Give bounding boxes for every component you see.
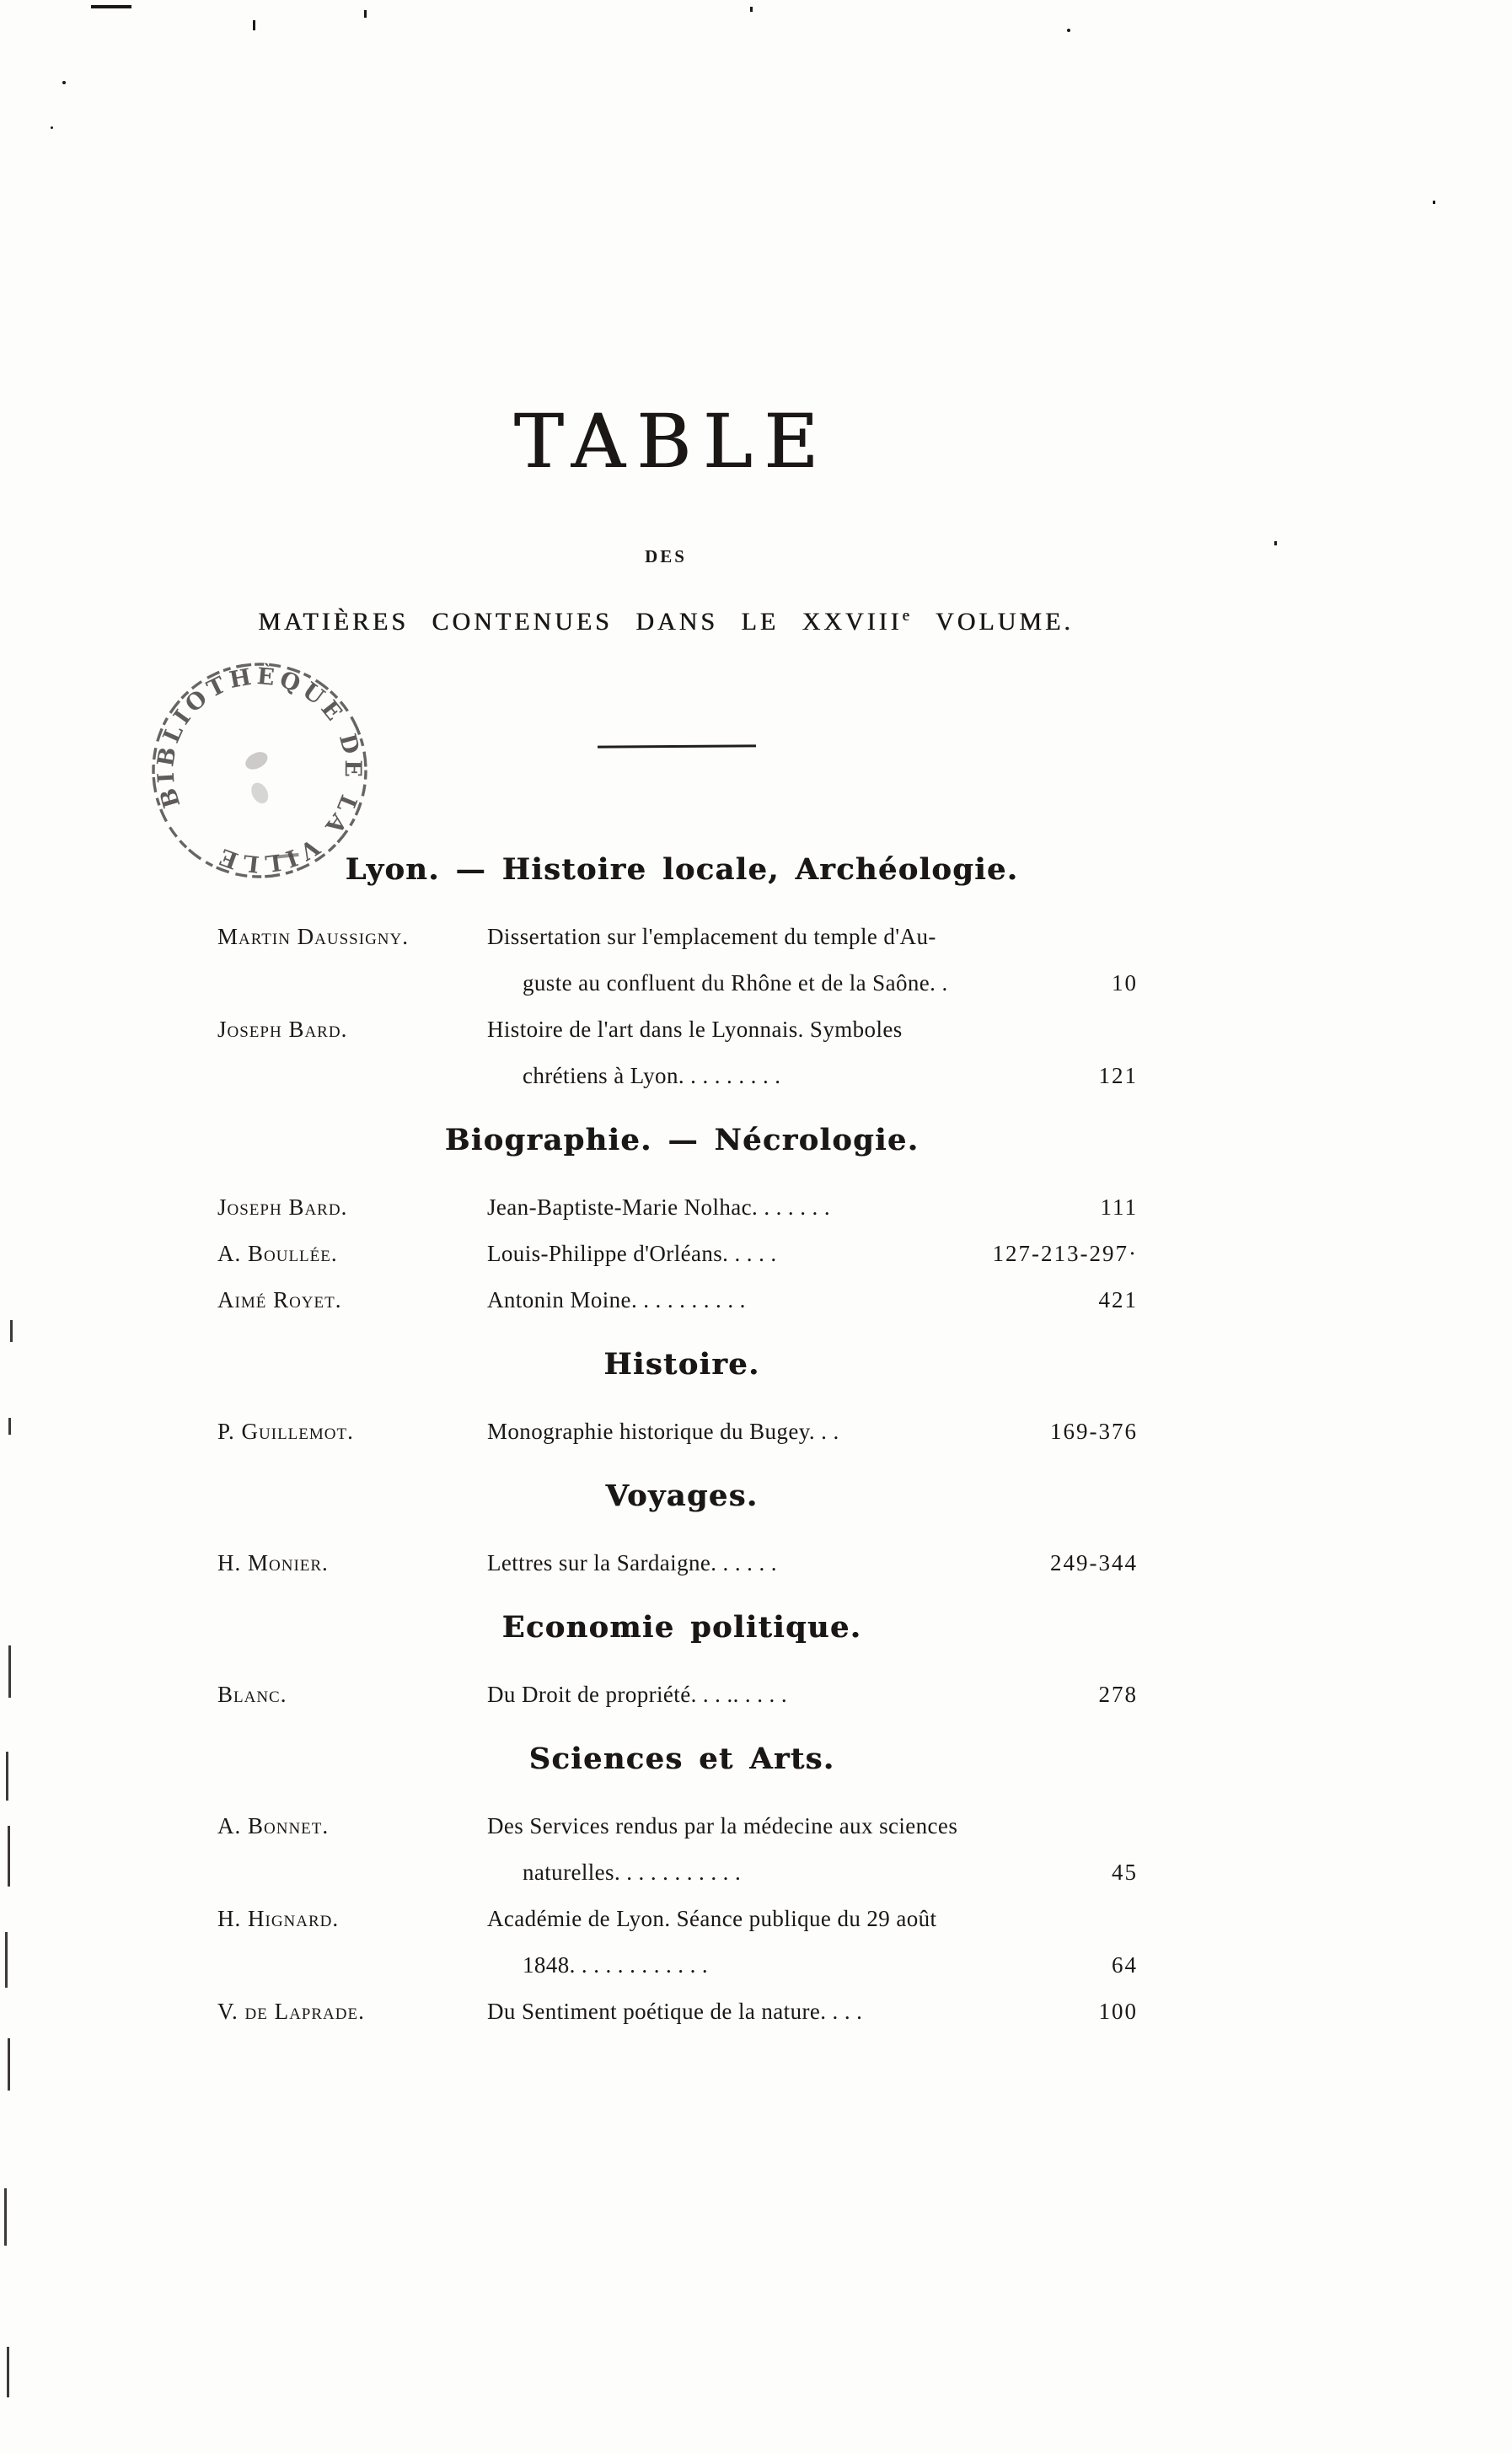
section-entries bbox=[217, 914, 1146, 1099]
entry-title-lines bbox=[487, 1006, 1146, 1099]
entry-line-1 bbox=[487, 1803, 1146, 1849]
scan-margin-mark bbox=[8, 1826, 10, 1887]
entry-title-text: Du Sentiment poétique de la nature. . . . bbox=[487, 1999, 863, 2024]
entry-page-number: 249-344 bbox=[1050, 1550, 1138, 1575]
entry-title-lines bbox=[487, 1277, 1146, 1323]
entry-title-text: 1848. . . . . . . . . . . . bbox=[523, 1952, 709, 1978]
toc-entry bbox=[217, 1896, 1146, 1989]
entry-line-2 bbox=[487, 960, 1146, 1006]
entry-title-lines bbox=[487, 1989, 1146, 2035]
toc-entry bbox=[217, 914, 1146, 1006]
entry-page-number: 278 bbox=[1098, 1682, 1138, 1707]
volume-subtitle-tail: VOLUME. bbox=[912, 608, 1074, 636]
scan-margin-mark bbox=[7, 2347, 9, 2397]
entry-title-text: Des Services rendus par la médecine aux sciences bbox=[487, 1813, 958, 1838]
section-heading: Voyages. bbox=[605, 1479, 759, 1513]
scan-speck bbox=[62, 81, 66, 84]
toc-entry bbox=[217, 1409, 1146, 1455]
stamp-text: BIBLIOTHÈQUE DE LA VILLE bbox=[153, 663, 366, 878]
section-entries bbox=[217, 1184, 1146, 1323]
entry-line-1 bbox=[487, 1409, 1146, 1455]
section-heading: Sciences et Arts. bbox=[528, 1742, 835, 1776]
entry-title-text: Jean-Baptiste-Marie Nolhac. . . . . . . bbox=[487, 1194, 830, 1220]
scan-speck bbox=[1067, 29, 1070, 32]
toc-entry bbox=[217, 1803, 1146, 1896]
entry-page-number: 121 bbox=[1098, 1063, 1138, 1088]
toc-section bbox=[217, 1346, 1146, 1455]
section-entries bbox=[217, 1672, 1146, 1718]
entry-line-2 bbox=[487, 1942, 1146, 1989]
volume-subtitle bbox=[0, 607, 1332, 636]
scan-speck bbox=[1433, 201, 1435, 204]
section-heading: Lyon. — Histoire locale, Archéologie. bbox=[345, 852, 1019, 887]
entry-line-2 bbox=[487, 1849, 1146, 1896]
page-title: TABLE bbox=[513, 398, 830, 485]
entry-line-1 bbox=[487, 1896, 1146, 1942]
entry-title-lines bbox=[487, 914, 1146, 1006]
toc-section bbox=[217, 1478, 1146, 1586]
toc-entry bbox=[217, 1989, 1146, 2035]
scan-margin-mark bbox=[8, 1418, 11, 1435]
entry-title-text: Du Droit de propriété. . . .. . . . . bbox=[487, 1682, 787, 1707]
entry-page-number bbox=[1126, 1896, 1146, 1942]
scan-speck bbox=[253, 20, 255, 30]
entry-page-number: 127-213-297· bbox=[992, 1241, 1138, 1266]
entry-title-text: Académie de Lyon. Séance publique du 29 août bbox=[487, 1906, 937, 1931]
toc-entry bbox=[217, 1231, 1146, 1277]
entry-title-text: Lettres sur la Sardaigne. . . . . . bbox=[487, 1550, 777, 1575]
entry-author: Martin Daussigny. bbox=[217, 924, 409, 949]
entry-line-1 bbox=[487, 1277, 1146, 1323]
toc-section bbox=[217, 1741, 1146, 2035]
scan-speck bbox=[91, 5, 131, 8]
entry-author: Joseph Bard. bbox=[217, 1194, 348, 1220]
entry-title-lines bbox=[487, 1896, 1146, 1989]
entry-author: A. Bonnet. bbox=[217, 1813, 330, 1838]
volume-subtitle-main: MATIÈRES CONTENUES DANS LE XXVIII bbox=[258, 608, 903, 636]
entry-author: H. Hignard. bbox=[217, 1906, 340, 1931]
entry-line-1 bbox=[487, 914, 1146, 960]
section-entries bbox=[217, 1409, 1146, 1455]
entry-title-lines bbox=[487, 1672, 1146, 1718]
entry-author: Blanc. bbox=[217, 1682, 287, 1707]
entry-title-lines bbox=[487, 1184, 1146, 1231]
entry-author: V. de Laprade. bbox=[217, 1999, 365, 2024]
volume-superscript: e bbox=[902, 607, 913, 625]
entry-line-1 bbox=[487, 1006, 1146, 1053]
scan-margin-mark bbox=[5, 1932, 8, 1988]
entry-line-1 bbox=[487, 1184, 1146, 1231]
entry-line-1 bbox=[487, 1672, 1146, 1718]
toc-section bbox=[217, 851, 1146, 1099]
entry-author: Aimé Royet. bbox=[217, 1287, 342, 1312]
entry-title-text: Histoire de l'art dans le Lyonnais. Symboles bbox=[487, 1017, 903, 1042]
entry-page-number: 111 bbox=[1100, 1194, 1138, 1220]
section-heading: Biographie. — Nécrologie. bbox=[444, 1123, 920, 1157]
entry-title-text: Monographie historique du Bugey. . . bbox=[487, 1419, 839, 1444]
toc-entry bbox=[217, 1184, 1146, 1231]
toc-entry bbox=[217, 1006, 1146, 1099]
scan-speck bbox=[750, 7, 753, 12]
entry-page-number: 10 bbox=[1112, 970, 1138, 996]
entry-page-number: 421 bbox=[1098, 1287, 1138, 1312]
entry-author: A. Boullée. bbox=[217, 1241, 338, 1266]
stamp-center-smudge bbox=[248, 780, 271, 806]
divider-rule bbox=[598, 744, 756, 748]
entry-title-lines bbox=[487, 1231, 1146, 1277]
entry-author: Joseph Bard. bbox=[217, 1017, 348, 1042]
scan-speck bbox=[364, 10, 367, 18]
entry-line-1 bbox=[487, 1540, 1146, 1586]
scan-margin-mark bbox=[10, 1320, 13, 1342]
entry-page-number: 64 bbox=[1112, 1952, 1138, 1978]
entry-page-number: 45 bbox=[1112, 1860, 1138, 1885]
entry-author: P. Guillemot. bbox=[217, 1419, 354, 1444]
scan-speck bbox=[51, 126, 53, 129]
entry-title-lines bbox=[487, 1409, 1146, 1455]
section-heading: Economie politique. bbox=[501, 1610, 862, 1645]
stamp-center-smudge bbox=[243, 749, 271, 773]
toc-entry bbox=[217, 1672, 1146, 1718]
table-of-contents bbox=[217, 829, 1146, 2035]
entry-line-2 bbox=[487, 1053, 1146, 1099]
section-entries bbox=[217, 1803, 1146, 2035]
toc-entry bbox=[217, 1540, 1146, 1586]
entry-line-1 bbox=[487, 1989, 1146, 2035]
scan-speck bbox=[1274, 541, 1277, 545]
entry-page-number bbox=[1126, 1006, 1146, 1053]
entry-title-lines bbox=[487, 1803, 1146, 1896]
entry-title-text: Louis-Philippe d'Orléans. . . . . bbox=[487, 1241, 777, 1266]
entry-title-text: chrétiens à Lyon. . . . . . . . . bbox=[523, 1063, 781, 1088]
entry-title-text: Dissertation sur l'emplacement du temple d'Au- bbox=[487, 924, 936, 949]
toc-section bbox=[217, 1122, 1146, 1323]
entry-page-number bbox=[1126, 914, 1146, 960]
scan-margin-mark bbox=[6, 1752, 8, 1801]
scan-margin-mark bbox=[4, 2188, 7, 2246]
scan-margin-mark bbox=[8, 2038, 10, 2091]
scan-margin-mark bbox=[8, 1645, 11, 1698]
toc-section bbox=[217, 1609, 1146, 1718]
section-entries bbox=[217, 1540, 1146, 1586]
entry-page-number bbox=[1126, 1803, 1146, 1849]
toc-entry bbox=[217, 1277, 1146, 1323]
entry-title-lines bbox=[487, 1540, 1146, 1586]
entry-page-number: 169-376 bbox=[1050, 1419, 1138, 1444]
section-heading: Histoire. bbox=[603, 1347, 760, 1382]
entry-title-text: guste au confluent du Rhône et de la Saône. . bbox=[523, 970, 948, 996]
entry-title-text: naturelles. . . . . . . . . . . bbox=[523, 1860, 742, 1885]
entry-author: H. Monier. bbox=[217, 1550, 329, 1575]
entry-page-number: 100 bbox=[1098, 1999, 1138, 2024]
entry-line-1 bbox=[487, 1231, 1146, 1277]
subtitle-connector: DES bbox=[645, 546, 687, 566]
entry-title-text: Antonin Moine. . . . . . . . . . bbox=[487, 1287, 746, 1312]
